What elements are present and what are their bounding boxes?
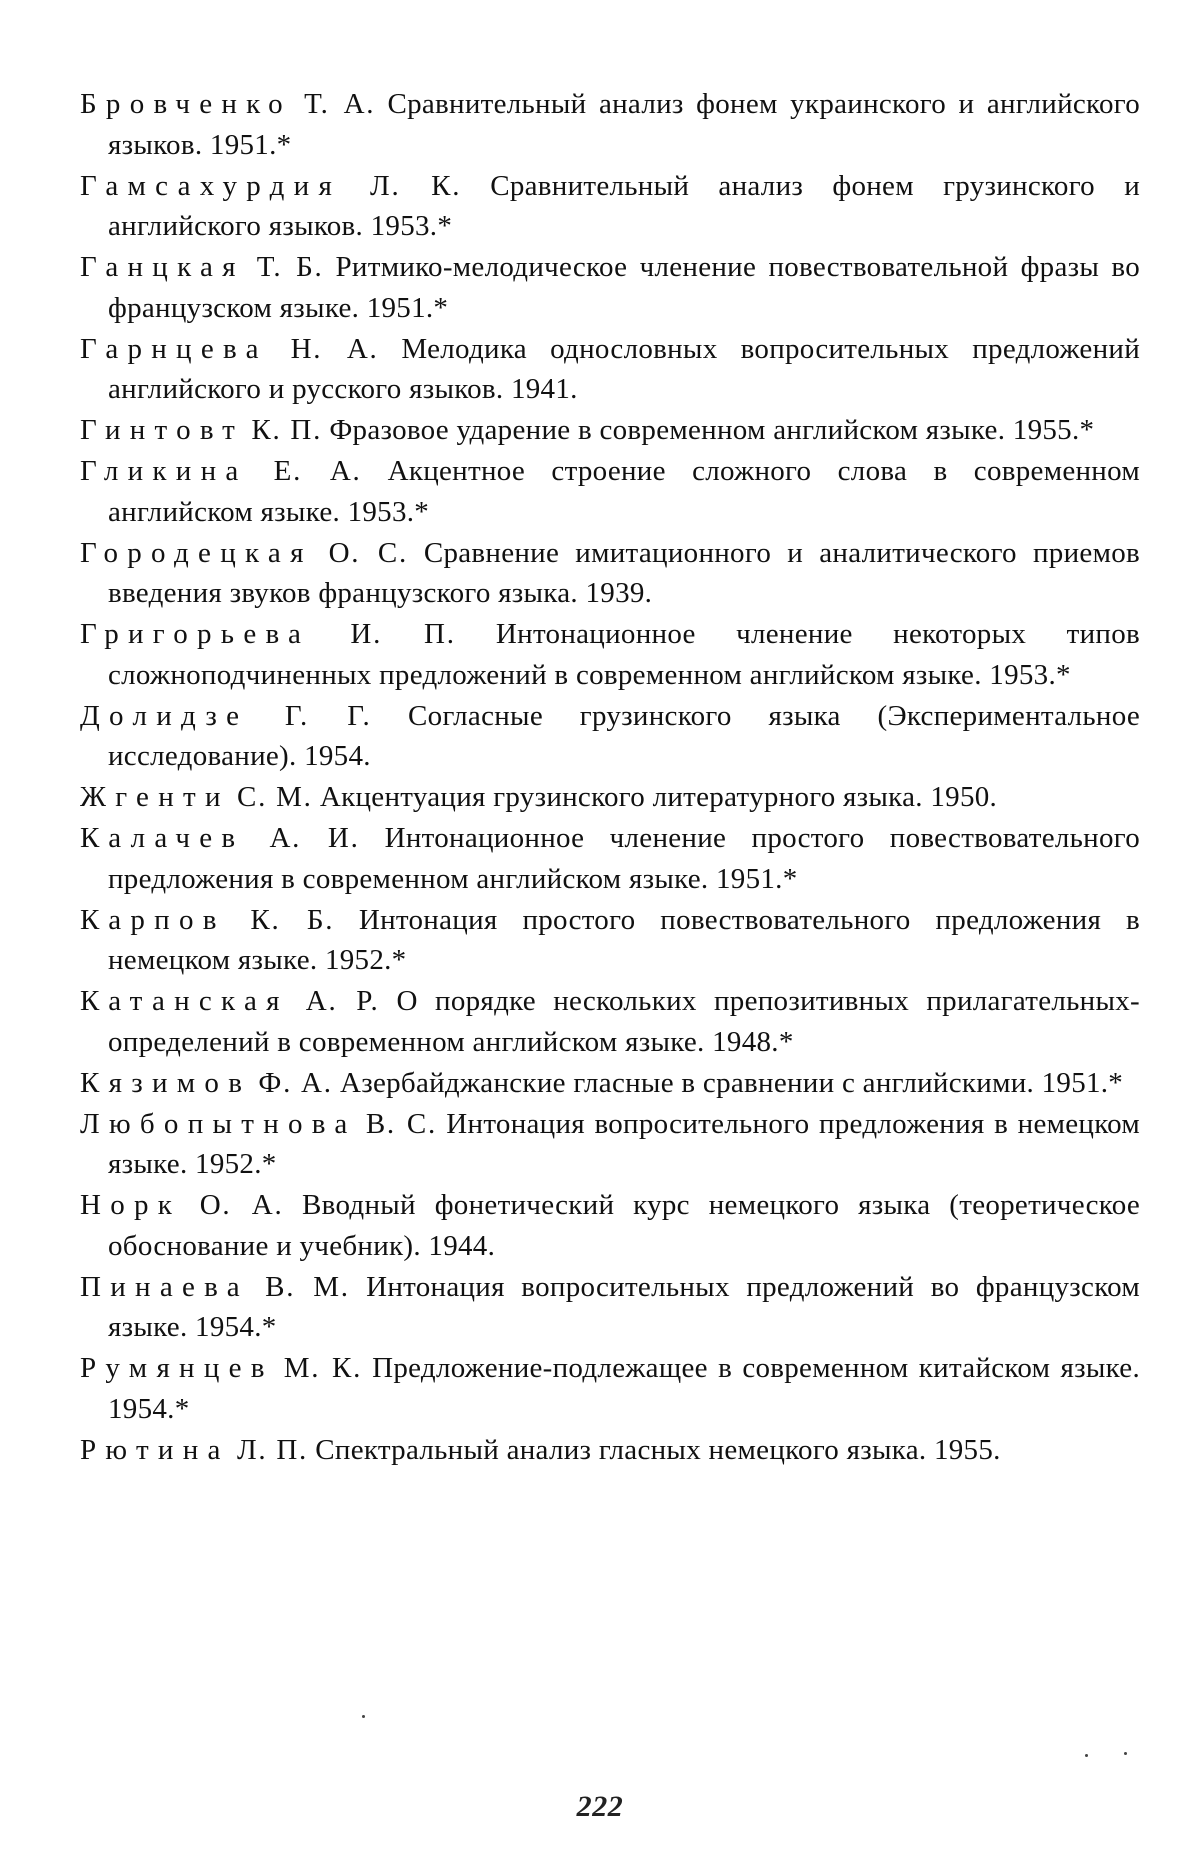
bibliography-entry — [80, 1185, 1140, 1266]
entry-initials: О. А. — [199, 1189, 284, 1221]
entry-author: Рютина — [80, 1433, 230, 1466]
entry-title: Акцентное строение сложного слова в современном английском языке. 1953.* — [108, 455, 1140, 528]
bibliography-entry — [80, 1267, 1140, 1348]
entry-title: Интонация простого повествовательного предложения в немецком языке. 1952.* — [108, 903, 1141, 976]
bibliography-entry — [80, 818, 1140, 899]
bibliography-entry — [80, 329, 1140, 410]
entry-title: Азербайджанские гласные в сравнении с английскими. 1951.* — [339, 1066, 1124, 1099]
bibliography-entry — [80, 247, 1140, 328]
bibliography-entry — [80, 981, 1140, 1062]
entry-title: О порядке нескольких препозитивных прилагательных-определений в современном английском языке. 1948.* — [108, 985, 1140, 1058]
entry-initials: М. К. — [283, 1352, 363, 1384]
entry-title: Сравнительный анализ фонем украинского и английского языков. 1951.* — [108, 88, 1140, 161]
entry-title: Сравнительный анализ фонем грузинского и английского языков. 1953.* — [108, 169, 1141, 242]
entry-initials: В. М. — [265, 1270, 350, 1303]
entry-title: Интонационное членение простого повествовательного предложения в современном английском языке. 1951.* — [108, 822, 1141, 895]
entry-title: Вводный фонетический курс немецкого языка (теоретическое обоснование и учебник). 1944. — [108, 1189, 1140, 1262]
entry-author: Калачев — [80, 822, 245, 854]
page-number: 222 — [576, 1790, 624, 1823]
bibliography-entry — [80, 1104, 1140, 1185]
bibliography-entry — [80, 533, 1140, 614]
entry-title: Интонация вопросительного предложения в немецком языке. 1952.* — [108, 1107, 1141, 1180]
print-speck — [362, 1715, 365, 1718]
entry-initials: Н. А. — [290, 332, 379, 365]
entry-author: Пинаева — [80, 1270, 249, 1303]
entry-initials: Т. Б. — [256, 251, 324, 283]
bibliography-list — [80, 84, 1140, 1471]
bibliography-entry — [80, 777, 1140, 818]
entry-initials: Г. Г. — [284, 699, 372, 732]
entry-author: Гинтовт — [80, 414, 245, 446]
entry-initials: И. П. — [350, 618, 456, 650]
entry-title: Сравнение имитационного и аналитического приемов введения звуков французского языка. 1939. — [108, 536, 1140, 609]
entry-initials: А. И. — [269, 822, 360, 854]
print-speck — [1124, 1752, 1127, 1755]
entry-author: Румянцев — [80, 1352, 274, 1384]
entry-title: Согласные грузинского языка (Экспериментальное исследование). 1954. — [108, 699, 1141, 772]
entry-author: Долидзе — [80, 699, 249, 732]
bibliography-entry — [80, 166, 1140, 247]
bibliography-entry — [80, 1063, 1140, 1104]
entry-title: Предложение-подлежащее в современном китайском языке. 1954.* — [108, 1352, 1141, 1425]
entry-title: Интонация вопросительных предложений во французском языке. 1954.* — [108, 1270, 1140, 1343]
entry-author: Ганцкая — [80, 251, 245, 283]
bibliography-entry — [80, 900, 1140, 981]
entry-initials: Т. А. — [304, 88, 376, 120]
bibliography-entry — [80, 1430, 1140, 1471]
bibliography-entry — [80, 1348, 1140, 1429]
entry-author: Гликина — [80, 455, 248, 487]
entry-author: Гамсахурдия — [80, 169, 342, 202]
entry-title: Акцентуация грузинского литературного языка. 1950. — [319, 781, 998, 813]
entry-author: Городецкая — [80, 536, 313, 569]
entry-initials: Л. К. — [370, 169, 462, 202]
entry-title: Фразовое ударение в современном английском языке. 1955.* — [329, 414, 1095, 446]
entry-initials: К. Б. — [250, 903, 335, 936]
entry-author: Катанская — [80, 985, 289, 1017]
bibliography-entry — [80, 614, 1140, 695]
entry-initials: Л. П. — [236, 1433, 308, 1466]
bibliography-entry — [80, 696, 1140, 777]
entry-author: Григорьева — [80, 618, 311, 650]
entry-author: Карпов — [80, 903, 226, 936]
entry-author: Бровченко — [80, 88, 292, 120]
entry-initials: О. С. — [328, 536, 408, 569]
print-speck — [1085, 1754, 1088, 1757]
entry-title: Спектральный анализ гласных немецкого языка. 1955. — [315, 1433, 1001, 1466]
entry-author: Любопытнова — [80, 1107, 357, 1140]
entry-initials: В. С. — [365, 1107, 437, 1140]
bibliography-entry — [80, 84, 1140, 165]
entry-initials: К. П. — [251, 414, 323, 446]
entry-initials: С. М. — [237, 781, 313, 813]
bibliography-entry — [80, 410, 1140, 451]
entry-title: Ритмико-мелодическое членение повествовательной фразы во французском языке. 1951.* — [108, 251, 1141, 324]
entry-author: Норк — [80, 1189, 182, 1221]
entry-author: Жгенти — [80, 781, 230, 813]
entry-author: Кязимов — [80, 1066, 252, 1099]
entry-title: Интонационное членение некоторых типов сложноподчиненных предложений в современном английском языке. 1953.* — [108, 618, 1140, 691]
bibliography-entry — [80, 451, 1140, 532]
entry-initials: Ф. А. — [258, 1066, 333, 1099]
entry-initials: А. Р. — [305, 985, 380, 1017]
entry-author: Гарнцева — [80, 332, 268, 365]
entry-initials: Е. А. — [273, 455, 362, 487]
entry-title: Мелодика однословных вопросительных предложений английского и русского языков. 1941. — [108, 332, 1141, 405]
